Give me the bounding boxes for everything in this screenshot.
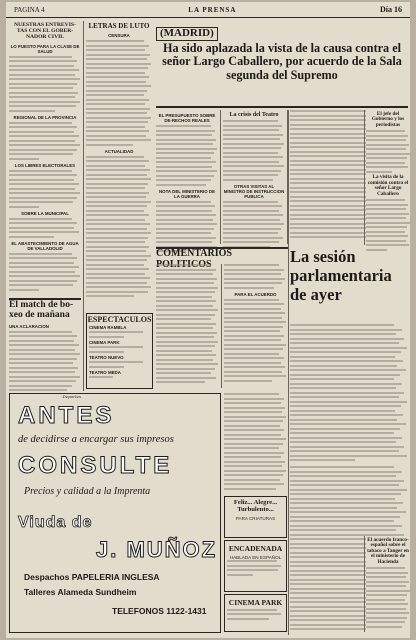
espectaculos-item-2: CINEMA PARK [89,340,120,346]
presupuesto-sub: EL PRESUPUESTO SOBRE DE-RECHOS REALES [158,113,216,123]
sesion-headline: La sesión parlamentaria de ayer [290,247,392,304]
ad-feliz-title: Feliz... Alegre... Turbulento... [233,499,278,513]
ad-encadenada-text [225,560,286,576]
interview-text-5 [9,253,81,291]
right-narrow-col [366,110,410,245]
ad-talleres: Talleres Alameda Sundheim [24,587,137,597]
guerra-text [156,201,218,253]
comentarios-col-1 [156,264,219,388]
madrid-col-2 [223,110,285,245]
comentarios-text-2b [224,299,287,382]
espectaculos-item-1: CINEMA RAMBLA [89,325,127,331]
instruccion-text [223,201,285,248]
jefe-text [366,130,410,173]
ad-imprenta-munoz [9,393,221,633]
masthead-name: LA PRENSA [188,5,237,14]
column-boxing [9,300,81,399]
ad-antes: ANTES [18,402,115,429]
madrid-col-1 [156,110,218,245]
comentarios-headline-block [156,249,288,263]
espectaculos-item-4: TEATRO MEDA [89,370,121,376]
comentarios-col-2 [224,264,287,388]
ad-viuda: Viuda de [18,514,93,531]
masthead [6,2,410,18]
sesion-headline-block [290,247,408,323]
interview-text-1 [9,56,81,112]
ad-encadenada-sub: HABLADA EN ESPAÑOL [229,554,282,560]
madrid-headline-block [156,21,408,105]
ad-decidirse: de decidirse a encargar sus impresos [18,434,174,445]
boxing-headline: El match de bo-xeo de mañana [9,300,74,320]
boxing-sub: UNA ACLARACION [9,323,49,329]
madrid-tag: (MADRID) [156,27,218,41]
newspaper-page [6,2,410,638]
espectaculos-headline: ESPECTACULOS [87,315,152,324]
ad-telefonos: TELEFONOS 1122-1431 [112,606,207,616]
ad-feliz [224,496,287,538]
col-divider [83,21,84,391]
visita-text [366,199,410,251]
interview-sub-1: LO PUESTO PARA LA CLASE DE SALUD [10,43,80,54]
presupuesto-text [156,125,218,186]
espectaculos-text-3 [89,361,150,368]
ad-feliz-sub: PARA CRIATURAS [235,515,276,521]
luto-headline: LETRAS DE LUTO [88,22,150,30]
teatro-headline: La crisis del Teatro [229,112,279,118]
tabaco-headline: El acuerdo franco-español sobre el tabaco a Tanger en el ministerio de Hacienda [367,537,409,565]
espectaculos-item-3: TEATRO NUEVO [89,355,124,361]
madrid-divider-1 [220,110,221,244]
visita-headline: La visita de la comisión contra el señor Largo Caballero [367,174,409,197]
right-divider [288,110,289,635]
interview-sub-2: REGIONAL DE LA PROVINCIA [13,114,77,120]
espectaculos-text-4 [89,376,150,378]
sesion-text [290,324,408,461]
teatro-text [223,120,285,181]
tabaco-divider [364,536,365,632]
instruccion-sub: OTRAS VISITAS AL MINISTRO DE INSTRUCCION PUBLICA [223,183,285,199]
middle-lower-text [224,393,287,490]
interview-text-3 [9,170,81,208]
middle-lower-col [224,393,287,493]
luto-text-2 [86,156,152,298]
comentarios-divider [221,264,222,388]
comentarios-text-1 [156,264,219,383]
comentarios-sub: PARA EL ACUERDO [234,291,277,297]
interview-text-4 [9,218,81,238]
ad-munoz: J. MUÑOZ [96,537,218,562]
ad-park-title: CINEMA PARK [228,598,283,607]
guerra-sub: NOTA DEL MINISTERIO DE LA GUERRA [158,188,216,199]
luto-text-1 [86,40,152,146]
luto-sub-1: CENSURA [108,33,130,39]
interview-sub-3: LOS LIBRES ELECTORALES [14,162,76,168]
ad-precios: Precios y calidad a la Imprenta [24,486,151,497]
interview-headline: NUESTRAS ENTREVIS-TAS CON EL GOBER-NADOR CIVIL [14,22,76,40]
masthead-left: PAGINA 4 [14,5,45,14]
ad-despachos: Despachos PAPELERIA INGLESA [24,572,160,582]
ad-cinema-park [224,594,287,632]
interview-text-2 [9,122,81,160]
interview-sub-4: SOBRE LA MUNICIPAL [21,210,69,216]
ad-consulte: CONSULTE [18,452,173,479]
madrid-headline: Ha sido aplazada la vista de la causa contra el señor Largo Caballero, por acuerdo de la Sala segunda del Supremo [162,40,402,82]
comentarios-text-2a [224,264,287,289]
sesion-col [290,324,408,464]
boxing-signature: Deportes [62,393,81,399]
tabaco-text [366,567,410,628]
ad-encadenada [224,540,287,592]
luto-sub-2: ACTUALIDAD [104,148,134,154]
ad-encadenada-title: ENCADENADA [228,544,283,553]
ad-park-text [225,609,286,620]
espectaculos-text-2 [89,346,150,353]
espectaculos-text-1 [89,331,150,338]
tabaco-col [366,536,410,632]
espectaculos-box [86,313,153,389]
jefe-headline: El jefe del Gobierno y los periodistas [371,111,405,128]
comentarios-headline: COMENTARIOS [156,248,232,259]
narrow-divider [364,110,365,245]
page-date: Día 16 [379,5,402,14]
boxing-text [9,331,81,392]
interview-sub-5: EL ABASTECIMIENTO DE AGUA DE VALLADOLID [11,240,79,251]
column-luto [86,21,152,311]
rule-madrid [156,106,408,108]
